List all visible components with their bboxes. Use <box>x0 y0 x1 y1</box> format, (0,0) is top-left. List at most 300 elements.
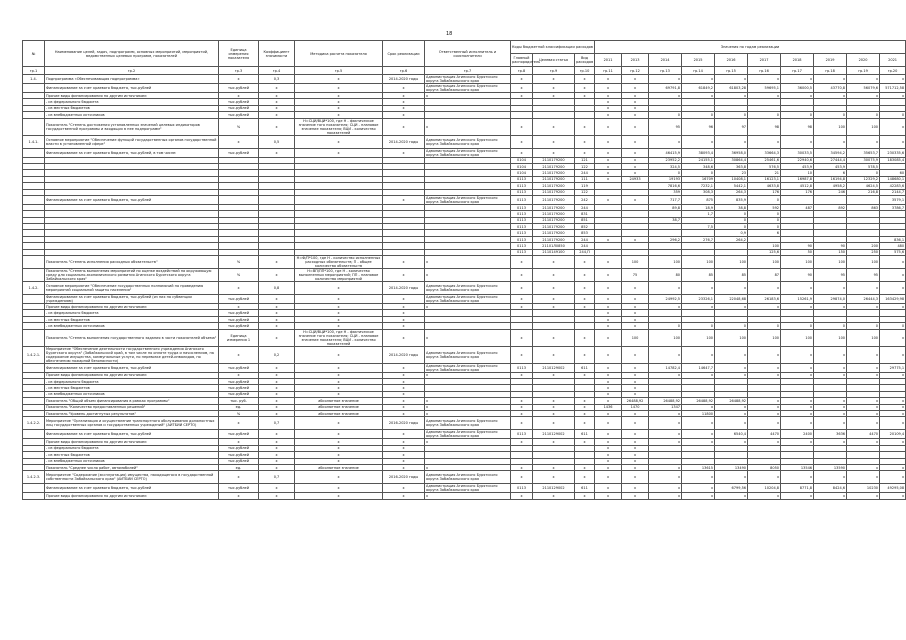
table-cell: тыс.рублей <box>219 391 259 397</box>
table-cell: 1,7 <box>682 211 715 217</box>
table-cell: x <box>383 295 425 304</box>
table-cell: 717,7 <box>649 195 682 204</box>
table-cell: x <box>595 346 622 363</box>
table-cell: x <box>649 439 682 445</box>
table-cell: x <box>295 493 383 499</box>
table-cell: x <box>533 295 575 304</box>
table-cell: Прочие виды финансирования по другим источникам: <box>45 372 219 378</box>
table-cell: 2110179200 <box>533 211 575 217</box>
header-budget-codes: Коды бюджетной классификации расходов <box>511 41 595 54</box>
table-cell: Администрация Агинского Бурятского округа Забайкальского края <box>425 84 511 93</box>
table-cell: x <box>622 385 649 391</box>
table-cell: тыс.рублей <box>219 430 259 439</box>
table-cell: 100 <box>715 329 748 346</box>
table-cell <box>23 118 45 135</box>
table-cell: x <box>575 118 595 135</box>
table-cell: x <box>383 112 425 118</box>
table-cell: x <box>575 84 595 93</box>
table-cell: x <box>880 404 906 410</box>
table-cell: 0 <box>682 323 715 329</box>
table-cell: x <box>383 385 425 391</box>
table-cell: 276,7 <box>682 236 715 242</box>
table-cell: x <box>259 378 295 384</box>
table-cell: x <box>622 105 649 111</box>
table-cell <box>23 195 45 204</box>
table-cell: x <box>383 398 425 404</box>
table-cell: тыс.рублей <box>219 363 259 372</box>
table-cell: Прочие виды финансирования по другим источникам: <box>45 439 219 445</box>
table-cell: 2016-2020 годы <box>383 471 425 484</box>
table-cell: Показатель "Среднее число работ, автомобилей" <box>45 464 219 470</box>
table-cell: 2110129002 <box>533 484 575 493</box>
table-cell: x <box>748 398 781 404</box>
table-cell: тыс.рублей <box>219 323 259 329</box>
table-cell: x <box>682 346 715 363</box>
table-cell: 2014-2020 годы <box>383 346 425 363</box>
table-cell: 122 <box>575 163 595 169</box>
table-cell: тыс.рублей <box>219 112 259 118</box>
table-cell: 892 <box>814 204 847 210</box>
table-cell: 29775,1 <box>880 363 906 372</box>
table-cell: x <box>259 430 295 439</box>
table-cell: x <box>595 398 622 404</box>
table-cell: 98 <box>781 118 814 135</box>
table-cell: 56079,6 <box>847 84 880 93</box>
table-cell: x <box>880 464 906 470</box>
table-row <box>23 282 906 295</box>
table-cell: x <box>533 493 575 499</box>
table-cell: абсолютное значение <box>295 410 383 416</box>
table-cell: x <box>715 493 748 499</box>
table-cell: 0113 <box>511 224 533 230</box>
table-cell: тыс.рублей <box>219 316 259 322</box>
table-cell: x <box>383 493 425 499</box>
table-cell: 150 <box>814 249 847 255</box>
table-cell: 348,6 <box>682 163 715 169</box>
table-cell: 0 <box>814 112 847 118</box>
table-cell: x <box>259 458 295 464</box>
table-cell: x <box>622 445 649 451</box>
table-cell: 21101Л0850 <box>533 243 575 249</box>
table-cell: x <box>295 135 383 148</box>
table-cell: 59695,1 <box>748 84 781 93</box>
table-cell: 1470 <box>622 404 649 410</box>
table-cell: x <box>511 417 533 430</box>
table-cell: 121 <box>575 157 595 163</box>
table-cell: x <box>383 484 425 493</box>
table-cell: 61803,28 <box>715 84 748 93</box>
table-cell: - из внебюджетных источников <box>45 112 219 118</box>
table-body <box>23 75 906 500</box>
header-section: Целевая статья <box>533 54 575 67</box>
table-cell: x <box>880 372 906 378</box>
table-cell: 835,9 <box>715 195 748 204</box>
table-cell: x <box>295 316 383 322</box>
column-number: гр.16 <box>748 67 781 75</box>
table-cell: x <box>847 439 880 445</box>
table-cell: x <box>595 329 622 346</box>
table-cell: 2144,7 <box>880 189 906 195</box>
table-cell: x <box>622 378 649 384</box>
table-cell: 22940,6 <box>781 157 814 163</box>
table-cell: 1.4.2.1. <box>23 346 45 363</box>
table-cell: x <box>622 410 649 416</box>
header-year: 2020 <box>847 54 880 67</box>
table-cell: x <box>880 269 906 282</box>
table-cell: 0104 <box>511 170 533 176</box>
table-cell: Финансирование за счет краевого бюджета, тыс.рублей <box>45 84 219 93</box>
header-year: 2017 <box>748 54 781 67</box>
table-cell: x <box>425 410 511 416</box>
table-cell: Администрация Агинского Бурятского округа Забайкальского края <box>425 295 511 304</box>
table-cell: x <box>425 256 511 269</box>
table-cell: x <box>880 329 906 346</box>
table-cell: x <box>595 163 622 169</box>
table-cell: x <box>880 118 906 135</box>
table-cell: 16194,8 <box>814 176 847 182</box>
table-cell: x <box>682 484 715 493</box>
table-cell: x <box>682 135 715 148</box>
table-cell: x <box>533 398 575 404</box>
table-cell: x <box>295 323 383 329</box>
table-cell: x <box>219 135 259 148</box>
table-cell: x <box>595 430 622 439</box>
table-cell: x <box>511 93 533 99</box>
table-cell: x <box>383 323 425 329</box>
table-cell: x <box>259 304 295 310</box>
table-cell: 246 <box>814 189 847 195</box>
table-cell: Показатель "Степень достижения установленных значений целевых индикаторов государственной программы и входящих в нее подпрограмм" <box>45 118 219 135</box>
table-cell: 14647,7 <box>682 363 715 372</box>
table-cell: x <box>649 93 682 99</box>
table-cell: x <box>748 135 781 148</box>
table-cell: тыс.рублей <box>219 310 259 316</box>
table-cell: 5442,1 <box>715 183 748 189</box>
table-cell <box>23 256 45 269</box>
table-cell: x <box>295 417 383 430</box>
table-cell: x <box>259 464 295 470</box>
table-cell: x <box>295 391 383 397</box>
table-cell: x <box>511 135 533 148</box>
table-cell: 851 <box>575 217 595 223</box>
table-cell: 592 <box>748 204 781 210</box>
table-cell: x <box>383 310 425 316</box>
table-cell: x <box>383 195 425 204</box>
table-cell: - из местных бюджетов <box>45 385 219 391</box>
table-cell: 24933 <box>622 176 649 182</box>
table-cell: x <box>595 304 622 310</box>
table-cell: 4470 <box>847 430 880 439</box>
table-cell: - из федерального бюджета <box>45 445 219 451</box>
table-cell: 0 <box>880 323 906 329</box>
table-cell: x <box>595 176 622 182</box>
table-cell: 90 <box>781 269 814 282</box>
table-cell: Прочие виды финансирования по другим источникам: <box>45 493 219 499</box>
column-number-row <box>23 67 906 75</box>
table-cell: x <box>383 439 425 445</box>
table-cell: x <box>259 445 295 451</box>
column-number: гр.6 <box>383 67 425 75</box>
table-cell: 6799,56 <box>715 484 748 493</box>
table-cell: x <box>511 148 533 157</box>
table-cell: тыс.рублей <box>219 484 259 493</box>
table-cell: x <box>622 236 649 242</box>
table-cell: 87 <box>748 269 781 282</box>
table-cell: x <box>383 256 425 269</box>
table-cell: x <box>622 372 649 378</box>
table-cell: 100 <box>649 329 682 346</box>
column-number: гр.8 <box>511 67 533 75</box>
table-cell: x <box>649 304 682 310</box>
table-cell: x <box>595 484 622 493</box>
table-cell: x <box>847 404 880 410</box>
header-year: 2019 <box>814 54 847 67</box>
table-cell: тыс.рублей <box>219 295 259 304</box>
table-cell: - из местных бюджетов <box>45 316 219 322</box>
table-cell: x <box>715 93 748 99</box>
table-cell: x <box>847 417 880 430</box>
table-cell: 480 <box>880 243 906 249</box>
table-cell: 36958,0 <box>715 148 748 157</box>
table-cell: x <box>781 346 814 363</box>
table-cell: 0 <box>682 112 715 118</box>
table-cell: x <box>511 410 533 416</box>
column-number: гр.4 <box>259 67 295 75</box>
table-cell: x <box>295 378 383 384</box>
table-cell: 0 <box>715 112 748 118</box>
table-cell: x <box>595 464 622 470</box>
table-cell: x <box>259 329 295 346</box>
table-cell: x <box>622 118 649 135</box>
table-cell: 35653,7 <box>847 148 880 157</box>
table-cell: 21 <box>748 170 781 176</box>
table-cell: x <box>259 316 295 322</box>
program-table <box>22 40 906 500</box>
table-cell: x <box>295 363 383 372</box>
column-number: гр.2 <box>45 67 219 75</box>
table-cell: x <box>511 295 533 304</box>
table-cell: x <box>533 439 575 445</box>
table-cell: x <box>295 310 383 316</box>
table-cell: 0 <box>781 323 814 329</box>
table-cell: x <box>814 471 847 484</box>
table-cell: x <box>533 329 575 346</box>
table-cell: x <box>511 493 533 499</box>
table-cell: x <box>595 363 622 372</box>
table-cell: 100 <box>748 243 781 249</box>
table-cell: x <box>649 372 682 378</box>
table-cell: x <box>295 112 383 118</box>
header-weight: Коэффициент значимости <box>259 41 295 67</box>
table-cell: x <box>383 458 425 464</box>
table-cell: x <box>847 93 880 99</box>
table-cell: 852 <box>575 224 595 230</box>
table-cell: x <box>425 304 511 310</box>
table-cell: x <box>781 417 814 430</box>
table-cell: x <box>715 135 748 148</box>
table-cell: x <box>748 346 781 363</box>
table-cell <box>847 195 880 204</box>
table-cell: x <box>622 75 649 84</box>
table-row <box>23 195 906 204</box>
table-cell: x <box>715 346 748 363</box>
table-cell: x <box>748 75 781 84</box>
table-cell: x <box>595 385 622 391</box>
table-cell: x <box>649 430 682 439</box>
table-cell: x <box>595 282 622 295</box>
table-cell: абсолютное значение <box>295 464 383 470</box>
table-cell: 853 <box>575 230 595 236</box>
table-cell: Администрация Агинского Бурятского округа Забайкальского края <box>425 148 511 157</box>
table-cell: x <box>295 484 383 493</box>
column-number: гр.5 <box>295 67 383 75</box>
table-cell: 4512,8 <box>781 183 814 189</box>
table-cell: 0113 <box>511 230 533 236</box>
column-number: гр.9 <box>533 67 575 75</box>
table-cell: 26488,92 <box>649 398 682 404</box>
table-cell: 0113 <box>511 243 533 249</box>
table-cell: 2110179200 <box>533 195 575 204</box>
table-cell: 90 <box>814 243 847 249</box>
table-cell: 100 <box>814 329 847 346</box>
table-row <box>23 269 906 282</box>
table-cell: 1.4. <box>23 75 45 84</box>
table-cell: x <box>511 75 533 84</box>
table-cell: x <box>259 310 295 316</box>
table-cell: 875 <box>682 195 715 204</box>
table-cell: 0 <box>748 224 781 230</box>
table-cell: x <box>259 99 295 105</box>
table-cell: x <box>219 439 259 445</box>
table-cell: x <box>533 93 575 99</box>
table-cell: 10204,8 <box>748 484 781 493</box>
table-cell: 176 <box>781 189 814 195</box>
column-number: гр.12 <box>622 67 649 75</box>
table-cell: Администрация Агинского Бурятского округа Забайкальского края <box>425 282 511 295</box>
table-cell: x <box>781 304 814 310</box>
table-cell: 0113 <box>511 183 533 189</box>
table-row <box>23 295 906 304</box>
table-cell: x <box>383 445 425 451</box>
table-cell: 23 <box>715 170 748 176</box>
header-year: 2014 <box>649 54 682 67</box>
table-cell: 42283,6 <box>880 183 906 189</box>
table-cell: x <box>622 93 649 99</box>
table-cell: Н=СЦИ/ВЦИ*100, где Н - фактическое значение того показателя; СЦИ - плановое значение показателя; ВЦИ - количество показателей <box>295 118 383 135</box>
table-cell: x <box>622 430 649 439</box>
table-cell: 100 <box>814 118 847 135</box>
table-cell: x <box>219 346 259 363</box>
table-cell: 100 <box>814 256 847 269</box>
table-cell: 359 <box>649 189 682 195</box>
header-grbs: Главный распорядитель <box>511 54 533 67</box>
table-cell: 34594,2 <box>814 148 847 157</box>
table-cell: x <box>511 346 533 363</box>
table-cell: тыс.рублей <box>219 148 259 157</box>
table-cell: % <box>219 256 259 269</box>
table-cell: 20109,4 <box>880 430 906 439</box>
table-cell: 10 <box>781 170 814 176</box>
table-cell: x <box>533 84 575 93</box>
table-cell: 0113 <box>511 195 533 204</box>
table-cell: x <box>295 439 383 445</box>
table-cell: Показатель "Уровень достигнутых результатов" <box>45 410 219 416</box>
table-cell: 80 <box>649 269 682 282</box>
table-cell: Администрация Агинского Бурятского округа Забайкальского края <box>425 417 511 430</box>
table-cell: x <box>295 282 383 295</box>
table-cell: x <box>748 439 781 445</box>
table-cell: x <box>425 118 511 135</box>
table-cell: x <box>595 84 622 93</box>
table-cell: x <box>595 471 622 484</box>
table-cell: 0,7 <box>259 417 295 430</box>
table-cell: 10230 <box>847 484 880 493</box>
table-cell: x <box>622 310 649 316</box>
table-cell: 38,8 <box>715 204 748 210</box>
table-cell: x <box>575 148 595 157</box>
table-cell <box>781 195 814 204</box>
table-cell: x <box>622 170 649 176</box>
table-cell: тыс.рублей <box>219 378 259 384</box>
table-cell: 85 <box>682 269 715 282</box>
table-cell: x <box>383 118 425 135</box>
table-cell: x <box>781 135 814 148</box>
table-cell: 0113 <box>511 363 533 372</box>
table-cell: x <box>595 135 622 148</box>
table-cell: x <box>781 75 814 84</box>
table-cell: x <box>383 430 425 439</box>
table-cell: Н=Ф/П*100, где Н - количество исполненных расходных обязательств; П - общее количество обязательств <box>295 256 383 269</box>
table-cell: x <box>295 458 383 464</box>
table-cell: x <box>781 439 814 445</box>
table-cell: x <box>682 439 715 445</box>
table-cell: x <box>622 304 649 310</box>
table-cell: 111 <box>575 176 595 182</box>
table-row <box>23 256 906 269</box>
table-cell: x <box>847 75 880 84</box>
table-cell: x <box>533 404 575 410</box>
table-cell: 2110179200 <box>533 157 575 163</box>
table-cell: 100 <box>715 256 748 269</box>
table-cell: x <box>595 295 622 304</box>
table-cell: x <box>575 346 595 363</box>
table-cell: 38,7 <box>649 217 682 223</box>
table-cell: x <box>847 282 880 295</box>
table-cell: x <box>847 135 880 148</box>
table-cell: 95 <box>847 269 880 282</box>
table-cell: x <box>649 135 682 148</box>
table-cell: Н=СЦИ/ВЦИ*100, где Н - фактическое значение того показателя; СЦИ - плановое значение показателя; ВЦИ - количество показателей <box>295 329 383 346</box>
table-cell: Финансирование за счет краевого бюджета, тыс.рублей, в том числе: <box>45 148 219 157</box>
table-cell: 100 <box>748 256 781 269</box>
table-cell: 50 <box>781 249 814 255</box>
table-cell: 2110179200 <box>533 189 575 195</box>
table-cell: 0104 <box>511 157 533 163</box>
column-number: гр.20 <box>880 67 906 75</box>
table-cell: x <box>383 404 425 410</box>
table-cell: x <box>880 282 906 295</box>
table-cell: 14782,4 <box>649 363 682 372</box>
table-cell: x <box>259 484 295 493</box>
table-cell: 163429,98 <box>880 295 906 304</box>
table-cell: x <box>383 464 425 470</box>
table-cell <box>295 195 383 204</box>
table-cell: x <box>533 282 575 295</box>
table-cell: 2110179200 <box>533 163 575 169</box>
table-cell: 230335,6 <box>880 148 906 157</box>
table-cell: x <box>259 148 295 157</box>
table-cell: 125,6 <box>748 249 781 255</box>
